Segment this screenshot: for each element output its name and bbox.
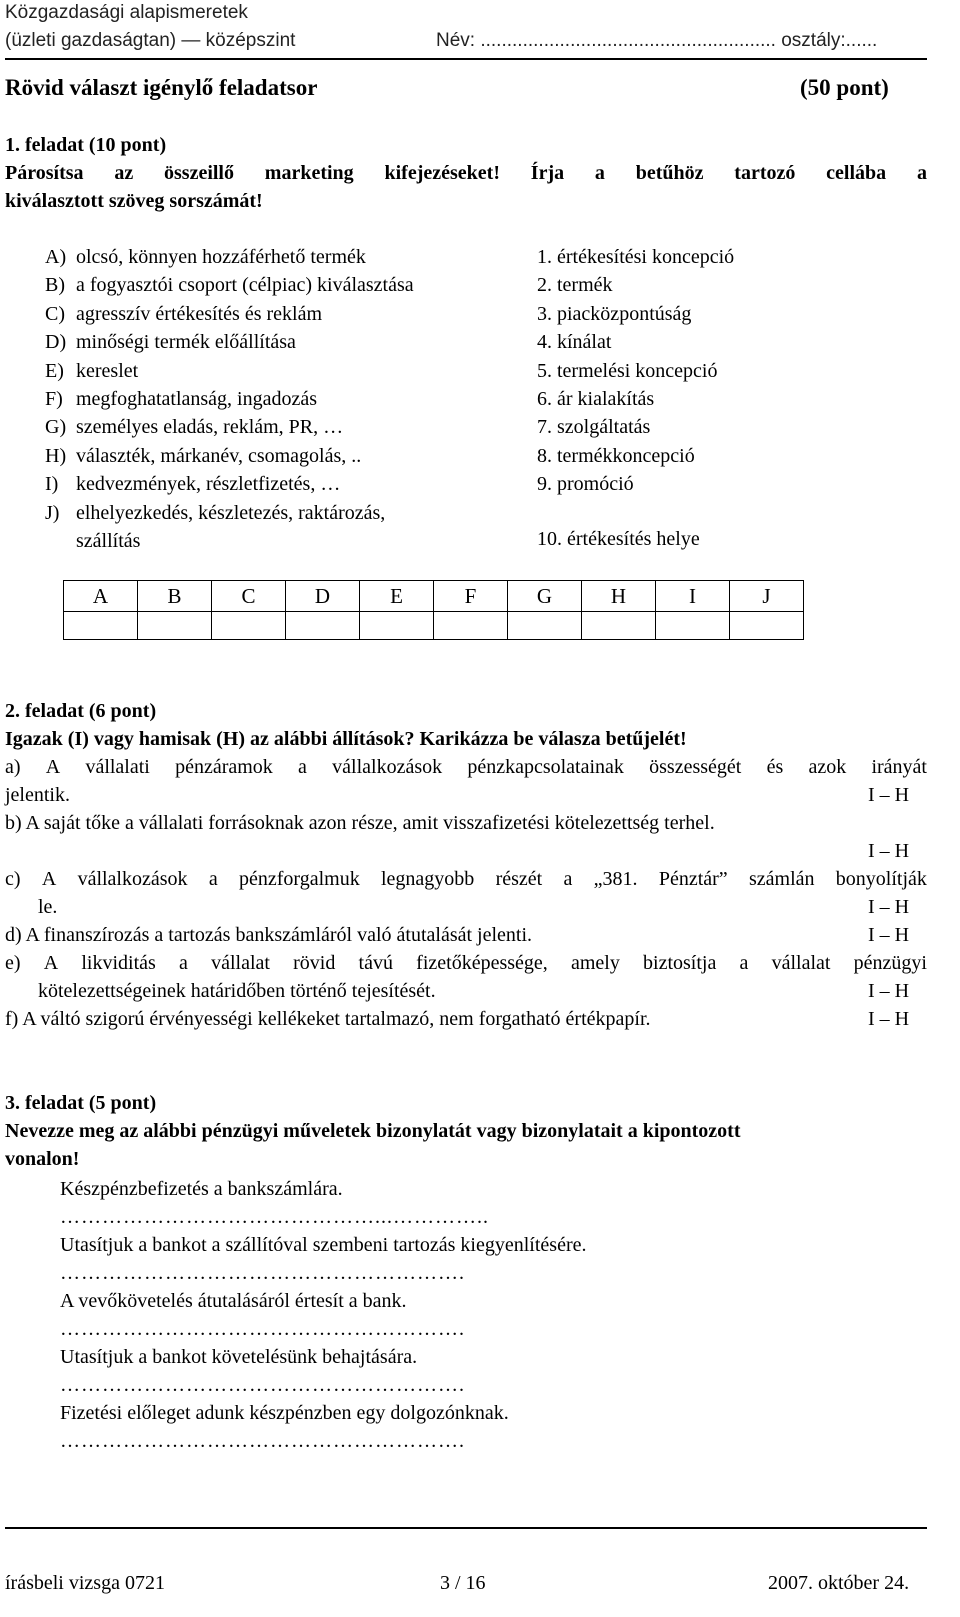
concept-item: 4. kínálat — [537, 331, 612, 354]
footer-rule — [5, 1527, 927, 1529]
table-letter-cell: J — [730, 581, 804, 612]
concept-item: 1. értékesítési koncepció — [537, 246, 735, 268]
statement-f-answer[interactable]: I – H — [868, 1008, 910, 1030]
term-text: agresszív értékesítés és reklám — [76, 302, 323, 325]
answer-table — [63, 580, 804, 640]
answer-dotted-line[interactable]: …………………………………………………. — [60, 1430, 465, 1452]
footer-page-number: 3 / 16 — [440, 1572, 486, 1594]
table-answer-cell[interactable] — [656, 612, 730, 640]
concept-item: 8. termékkoncepció — [537, 444, 695, 467]
statement-e-line1 — [5, 952, 927, 975]
table-letter-cell: C — [212, 581, 286, 612]
statement-b-answer[interactable]: I – H — [868, 840, 910, 862]
word: számlán — [748, 868, 815, 890]
word: bonyolítják — [835, 868, 927, 890]
concept-item: 5. termelési koncepció — [537, 359, 718, 382]
table-answer-cell[interactable] — [730, 612, 804, 640]
term-text: választék, márkanév, csomagolás, .. — [76, 444, 362, 467]
term-text: a fogyasztói csoport (célpiac) kiválasztása — [76, 274, 414, 297]
header-rule — [5, 58, 927, 60]
word: a — [208, 868, 218, 890]
transaction-text: Készpénzbefizetés a bankszámlára. — [60, 1178, 343, 1200]
concept-item: 10. értékesítés helye — [537, 528, 700, 550]
statement-e-line2: kötelezettségeinek határidőben történő tejesítését. — [38, 980, 436, 1002]
term-letter: H) — [45, 444, 67, 467]
table-answer-cell[interactable] — [138, 612, 212, 640]
statement-d-line1: d) A finanszírozás a tartozás bankszámláról való átutalását jelenti. — [5, 924, 533, 946]
table-letter-cell: D — [286, 581, 360, 612]
word: vállalati — [85, 756, 150, 778]
table-letter-cell: G — [508, 581, 582, 612]
word: amely — [570, 952, 620, 974]
statement-a-answer[interactable]: I – H — [868, 784, 910, 806]
word: A — [45, 756, 61, 778]
term-letter: D) — [45, 331, 67, 354]
word: a — [739, 952, 749, 974]
word: a — [179, 952, 188, 974]
table-answer-cell[interactable] — [360, 612, 434, 640]
statement-c-answer[interactable]: I – H — [868, 896, 910, 918]
transaction-text: A vevőkövetelés átutalásáról értesít a bank. — [60, 1290, 407, 1312]
word: „381. — [593, 868, 638, 890]
answer-table-header-row — [64, 581, 804, 612]
word: a — [916, 162, 927, 184]
term-text: személyes eladás, reklám, PR, … — [76, 416, 344, 439]
answer-dotted-line[interactable]: …………………………………………………. — [60, 1262, 465, 1284]
word: részét — [495, 868, 543, 890]
word: vállalkozások — [77, 868, 188, 890]
word: a — [594, 162, 605, 184]
word: Pénztár” — [658, 868, 728, 890]
term-text: elhelyezkedés, készletezés, raktározás, — [76, 501, 386, 524]
statement-e-answer[interactable]: I – H — [868, 980, 910, 1002]
table-letter-cell: E — [360, 581, 434, 612]
name-class-field: Név: ........................................................ osztály:...... — [436, 30, 878, 51]
term-letter: I) — [45, 473, 59, 496]
word: cellába — [826, 162, 887, 184]
table-letter-cell: A — [64, 581, 138, 612]
task3-instruction-line1: Nevezze meg az alábbi pénzügyi műveletek bizonylatát vagy bizonylatait a kipontozott — [5, 1120, 741, 1142]
term-letter: A) — [45, 246, 67, 268]
word: a) — [5, 756, 21, 778]
table-answer-cell[interactable] — [64, 612, 138, 640]
word: rövid — [293, 952, 336, 974]
table-letter-cell: F — [434, 581, 508, 612]
table-answer-cell[interactable] — [508, 612, 582, 640]
word: összességét — [649, 756, 742, 778]
word: marketing — [264, 162, 354, 184]
word: a — [563, 868, 573, 890]
transaction-text: Fizetési előleget adunk készpénzben egy dolgozónknak. — [60, 1402, 509, 1424]
statement-a-line1 — [5, 756, 927, 779]
word: pénzügyi — [853, 952, 927, 974]
word: Párosítsa — [5, 162, 84, 184]
term-text: kedvezmények, részletfizetés, … — [76, 473, 341, 496]
section-title: Rövid választ igénylő feladatsor — [5, 75, 318, 100]
word: pénzforgalmuk — [238, 868, 360, 890]
term-letter: J) — [45, 501, 60, 524]
statement-b-line1: b) A saját tőke a vállalati forrásoknak azon része, amit visszafizetési kötelezettség terhel. — [5, 812, 715, 834]
word: A — [41, 868, 57, 890]
word: legnagyobb — [380, 868, 475, 890]
statement-d-answer[interactable]: I – H — [868, 924, 910, 946]
table-answer-cell[interactable] — [212, 612, 286, 640]
word: és — [766, 756, 784, 778]
term-text: minőségi termék előállítása — [76, 331, 296, 354]
word: vállalat — [771, 952, 831, 974]
word: vállalat — [211, 952, 270, 974]
table-answer-cell[interactable] — [582, 612, 656, 640]
word: c) — [5, 868, 21, 890]
task2-title: 2. feladat (6 pont) — [5, 700, 157, 722]
concept-item: 9. promóció — [537, 473, 634, 496]
concept-item: 7. szolgáltatás — [537, 416, 651, 439]
task1-instruction-line2: kiválasztott szöveg sorszámát! — [5, 190, 263, 212]
word: pénzkapcsolatainak — [467, 756, 624, 778]
word: kifejezéseket! — [384, 162, 500, 184]
word: A — [43, 952, 59, 974]
word: irányát — [871, 756, 927, 778]
word: fizetőképessége, — [416, 952, 548, 974]
word: vállalkozások — [332, 756, 443, 778]
table-letter-cell: I — [656, 581, 730, 612]
task1-instruction-line1 — [5, 162, 927, 185]
subject-level: (üzleti gazdaságtan) — középszint — [5, 30, 296, 51]
table-letter-cell: B — [138, 581, 212, 612]
transaction-text: Utasítjuk a bankot a szállítóval szembeni tartozás kiegyenlítésére. — [60, 1234, 587, 1256]
word: likviditás — [81, 952, 156, 974]
word: pénzáramok — [175, 756, 273, 778]
word: tartozó — [734, 162, 796, 184]
transaction-text: Utasítjuk a bankot követelésünk behajtására. — [60, 1346, 418, 1368]
statement-f-line1: f) A váltó szigorú érvényességi kellékeket tartalmazó, nem forgatható értékpapír. — [5, 1008, 651, 1030]
word: biztosítja — [643, 952, 717, 974]
answer-dotted-line[interactable]: ………………………………………...………….. — [60, 1206, 489, 1228]
term-letter: G) — [45, 416, 67, 439]
footer-exam-id: írásbeli vizsga 0721 — [5, 1572, 165, 1594]
term-letter: B) — [45, 274, 65, 297]
table-letter-cell: H — [582, 581, 656, 612]
concept-item: 6. ár kialakítás — [537, 388, 655, 410]
word: e) — [5, 952, 21, 974]
word: távú — [358, 952, 393, 974]
footer-date: 2007. október 24. — [768, 1572, 910, 1594]
answer-table-input-row — [64, 612, 804, 640]
term-letter: C) — [45, 302, 65, 325]
word: Írja — [530, 162, 565, 184]
concept-item: 2. termék — [537, 274, 613, 297]
statement-a-line2: jelentik. — [5, 784, 70, 806]
section-points: (50 pont) — [800, 75, 889, 100]
answer-dotted-line[interactable]: …………………………………………………. — [60, 1374, 465, 1396]
task3-title: 3. feladat (5 pont) — [5, 1092, 157, 1114]
statement-c-line2: le. — [38, 896, 58, 918]
word: összeillő — [164, 162, 234, 184]
term-text: kereslet — [76, 359, 139, 382]
answer-dotted-line[interactable]: …………………………………………………. — [60, 1318, 465, 1340]
word: a — [298, 756, 307, 778]
word: azok — [808, 756, 847, 778]
table-answer-cell[interactable] — [286, 612, 360, 640]
term-text: megfoghatatlanság, ingadozás — [76, 388, 318, 410]
task3-instruction-line2: vonalon! — [5, 1148, 80, 1170]
term-text: olcsó, könnyen hozzáférhető termék — [76, 246, 366, 268]
subject-title: Közgazdasági alapismeretek — [5, 2, 248, 23]
word: az — [114, 162, 134, 184]
term-letter: E) — [45, 359, 64, 382]
statement-c-line1 — [5, 868, 927, 891]
term-text: szállítás — [76, 530, 141, 552]
term-letter: F) — [45, 388, 63, 410]
task2-instruction: Igazak (I) vagy hamisak (H) az alábbi állítások? Karikázza be válasza betűjelét! — [5, 728, 687, 750]
task1-title: 1. feladat (10 pont) — [5, 134, 167, 156]
concept-item: 3. piacközpontúság — [537, 302, 692, 325]
word: betűhöz — [635, 162, 704, 184]
table-answer-cell[interactable] — [434, 612, 508, 640]
